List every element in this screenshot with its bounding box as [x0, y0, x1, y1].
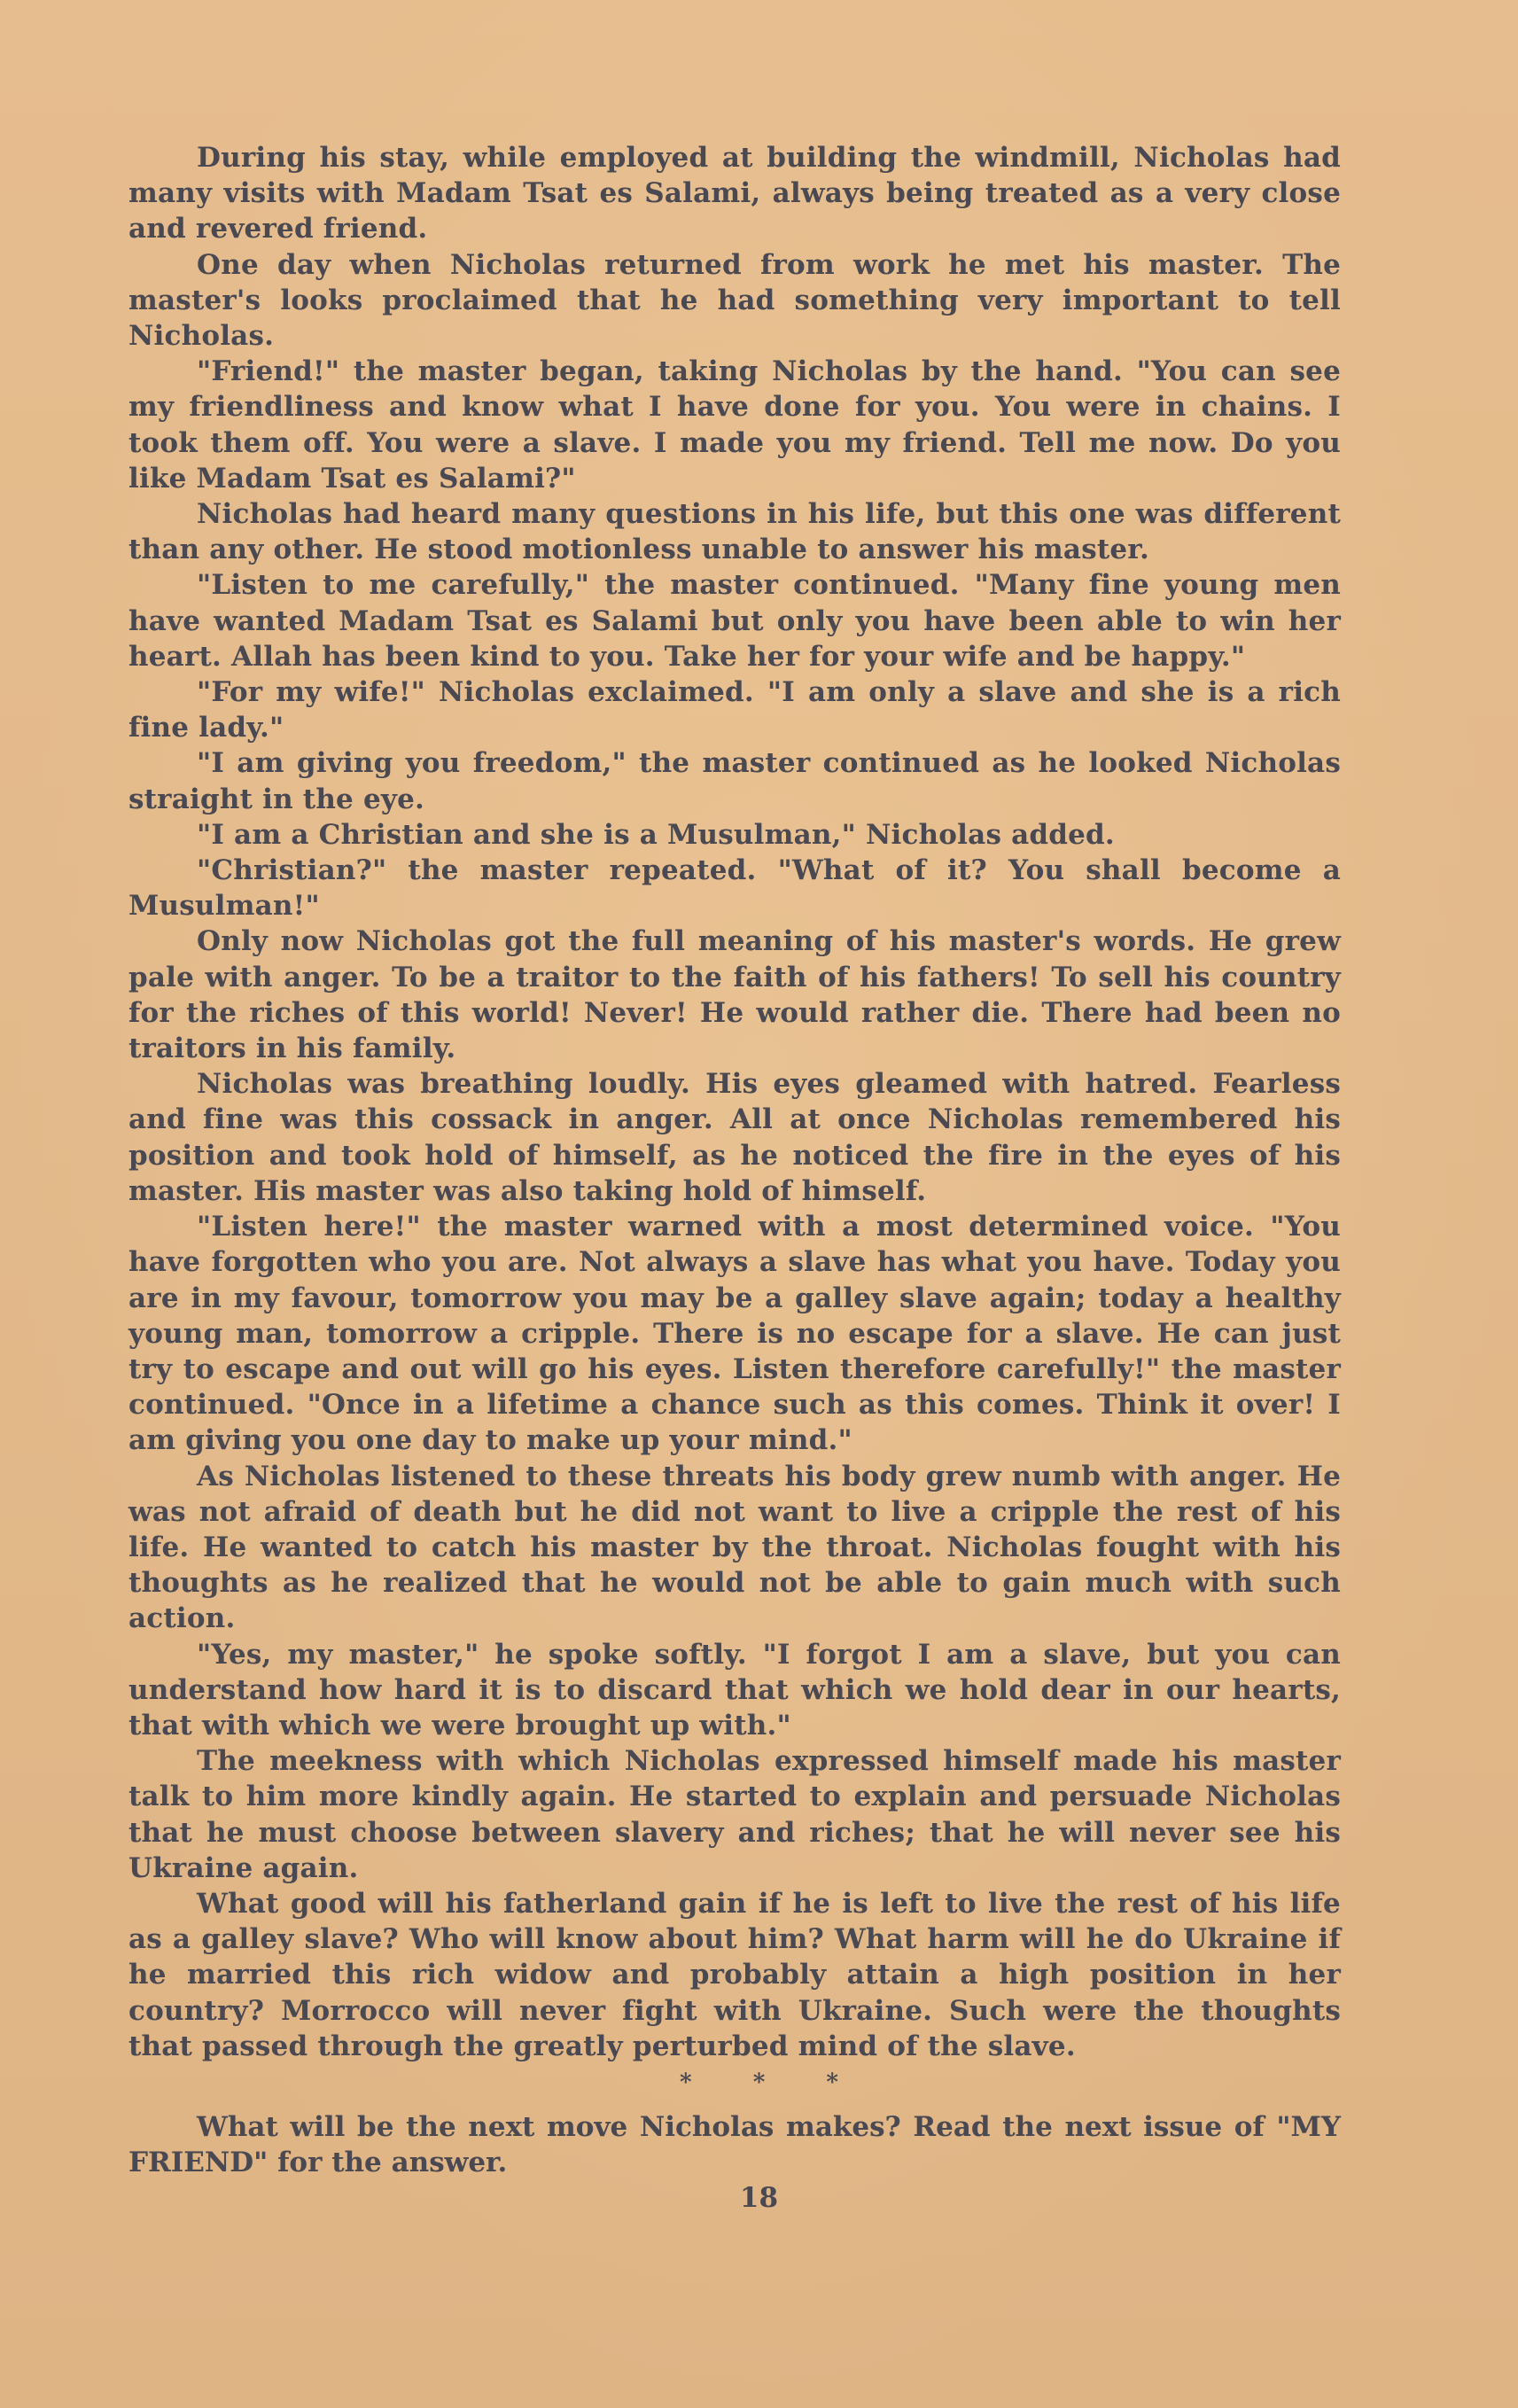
story-body — [128, 140, 1341, 2064]
paragraph-12: "Listen here!" the master warned with a most determined voice. "You have forgotten who you are. Not always a slave has what you have. Today you are in my favour, tomorrow you may be a galley slave again; today a healthy young man, tomorrow a cripple. There is no escape for a slave. He can just try to escape and out will go his eyes. Listen therefore carefully!" the master continued. "Once in a lifetime a chance such as this comes. Think it over! I am giving you one day to make up your mind." — [128, 1211, 1341, 1457]
paragraph-15: The meekness with which Nicholas expressed himself made his master talk to him more kindly again. He started to explain and persuade Nicholas that he must choose between slavery and riches; that he will never see his Ukraine again. — [128, 1745, 1341, 1884]
paragraph-11: Nicholas was breathing loudly. His eyes gleamed with hatred. Fearless and fine was this cossack in anger. All at once Nicholas remembered his position and took hold of himself, as he noticed the fire in the eyes of his master. His master was also taking hold of himself. — [128, 1068, 1341, 1207]
paragraph-9: "Christian?" the master repeated. "What of it? You shall become a Musulman!" — [128, 854, 1341, 923]
paragraph-1: During his stay, while employed at building the windmill, Nicholas had many visits with Madam Tsat es Salami, always being treated as a very close and revered friend. — [128, 142, 1341, 245]
closing-note: What will be the next move Nicholas makes? Read the next issue of "MY FRIEND" for the answer. — [128, 2111, 1341, 2179]
paragraph-14: "Yes, my master," he spoke softly. "I forgot I am a slave, but you can understand how hard it is to discard that which we hold dear in our hearts, that with which we were brought up with." — [128, 1638, 1341, 1742]
paragraph-7: "I am giving you freedom," the master continued as he looked Nicholas straight in the eye. — [128, 747, 1341, 815]
paragraph-5: "Listen to me carefully," the master continued. "Many fine young men have wanted Madam Tsat es Salami but only you have been able to win her heart. Allah has been kind to you. Take her for your wife and be happy." — [128, 569, 1341, 673]
section-break-asterisks: * * * — [680, 2069, 838, 2096]
paragraph-4: Nicholas had heard many questions in his life, but this one was different than any other. He stood motionless unable to answer his master. — [128, 498, 1341, 566]
page-number: 18 — [739, 2182, 779, 2214]
paragraph-3: "Friend!" the master began, taking Nicholas by the hand. "You can see my friendliness and know what I have done for you. You were in chains. I took them off. You were a slave. I made you my friend. Tell me now. Do you like Madam Tsat es Salami?" — [128, 355, 1341, 495]
paragraph-13: As Nicholas listened to these threats his body grew numb with anger. He was not afraid of death but he did not want to live a cripple the rest of his life. He wanted to catch his master by the throat. Nicholas fought with his thoughts as he realized that he would not be able to gain much with such action. — [128, 1460, 1341, 1635]
paragraph-8: "I am a Christian and she is a Musulman," Nicholas added. — [197, 818, 1115, 851]
paragraph-2: One day when Nicholas returned from work he met his master. The master's looks proclaimed that he had something very important to tell Nicholas. — [128, 248, 1341, 353]
paragraph-16: What good will his fatherland gain if he is left to live the rest of his life as a galley slave? Who will know about him? What harm will he do Ukraine if he married this rich widow and probably attain a high position in her country? Morrocco will never fight with Ukraine. Such were the thoughts that passed through the greatly perturbed mind of the slave. — [128, 1887, 1341, 2062]
paragraph-6: "For my wife!" Nicholas exclaimed. "I am only a slave and she is a rich fine lady." — [128, 676, 1341, 744]
paragraph-10: Only now Nicholas got the full meaning of his master's words. He grew pale with anger. To be a traitor to the faith of his fathers! To sell his country for the riches of this world! Never! He would rather die. There had been no traitors in his family. — [128, 925, 1341, 1065]
